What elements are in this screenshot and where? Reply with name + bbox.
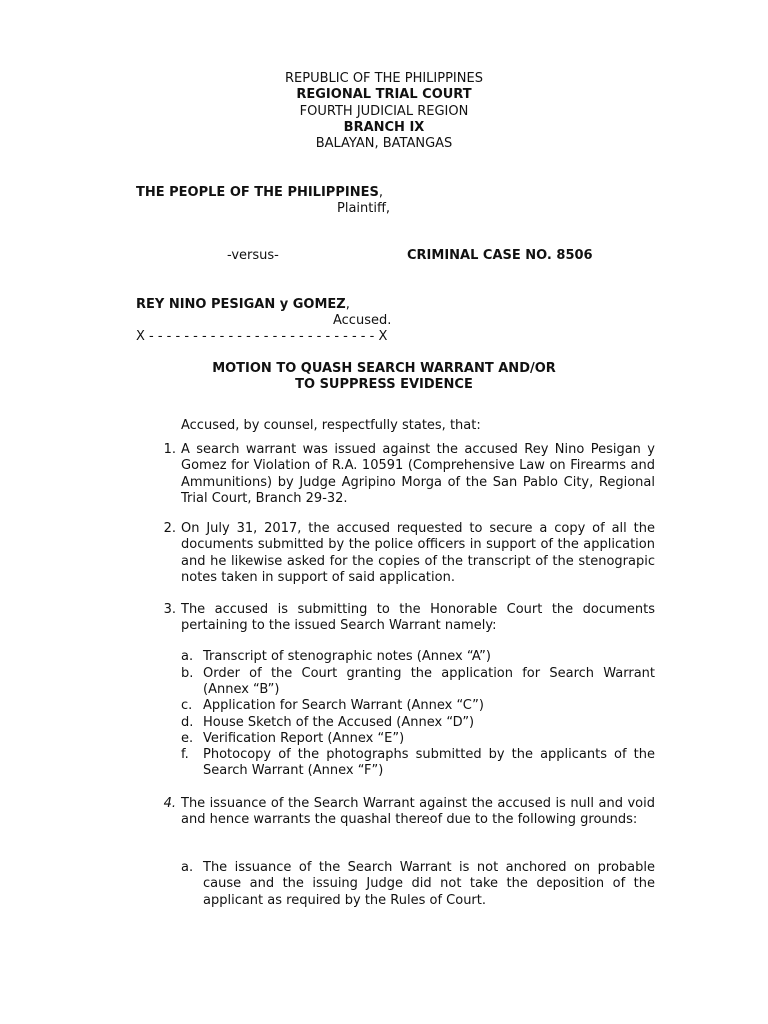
annex-list-item: a. Transcript of stenographic notes (Annex “A”) [181, 649, 491, 664]
header-branch: BRANCH IX [343, 120, 425, 135]
item-number: 3. [163, 602, 176, 617]
item-text: The accused is submitting to the Honorable Court the documents pertaining to the issued Search Warrant namely: [181, 602, 655, 634]
item-number: 1. [163, 442, 176, 457]
annex-list-item: d. House Sketch of the Accused (Annex “D”) [181, 715, 475, 730]
item-number: 4. [163, 796, 176, 811]
item-number: 2. [163, 521, 176, 536]
header-court: REGIONAL TRIAL COURT [296, 87, 472, 102]
annex-list-item: c. Application for Search Warrant (Annex “C”) [181, 698, 484, 713]
motion-title-line2: TO SUPPRESS EVIDENCE [295, 377, 473, 392]
header-place: BALAYAN, BATANGAS [315, 136, 453, 151]
annex-list-item: b. Order of the Court granting the application for Search Warrant (Annex “B”) [181, 666, 655, 697]
annex-list-item: e. Verification Report (Annex “E”) [181, 731, 405, 746]
annex-list-item: f. Photocopy of the photographs submitted by the applicants of the Search Warrant (Annex “F”) [181, 747, 655, 778]
plaintiff-name: THE PEOPLE OF THE PHILIPPINES, [136, 185, 383, 200]
case-number: CRIMINAL CASE NO. 8506 [407, 248, 593, 263]
header-region: FOURTH JUDICIAL REGION [299, 104, 469, 119]
header-republic: REPUBLIC OF THE PHILIPPINES [285, 71, 483, 86]
intro-statement: Accused, by counsel, respectfully states, that: [181, 418, 481, 433]
versus-label: -versus- [227, 248, 279, 263]
plaintiff-role: Plaintiff, [337, 201, 391, 216]
accused-role: Accused. [333, 313, 392, 328]
item-text: A search warrant was issued against the accused Rey Nino Pesigan y Gomez for Violation of R.A. 10591 (Comprehensive Law on Firearms and Ammunitions) by Judge Agripino Morga of the San Pablo City, Regional Trial Court, Branch 29-32. [181, 442, 655, 507]
item-text: On July 31, 2017, the accused requested to secure a copy of all the documents submitted by the police officers in support of the application and he likewise asked for the copies of the transcript of the stenograpic notes taken in support of said application. [181, 521, 655, 586]
motion-title-line1: MOTION TO QUASH SEARCH WARRANT AND/OR [212, 361, 556, 376]
accused-name: REY NINO PESIGAN y GOMEZ, [136, 297, 350, 312]
caption-separator: X - - - - - - - - - - - - - - - - - - - - - - - - - - X [136, 329, 388, 344]
item-text: The issuance of the Search Warrant against the accused is null and void and hence warrants the quashal thereof due to the following grounds: [181, 796, 655, 828]
ground-list-item: a. The issuance of the Search Warrant is not anchored on probable cause and the issuing Judge did not take the deposition of the applicant as required by the Rules of Court. [181, 860, 655, 908]
